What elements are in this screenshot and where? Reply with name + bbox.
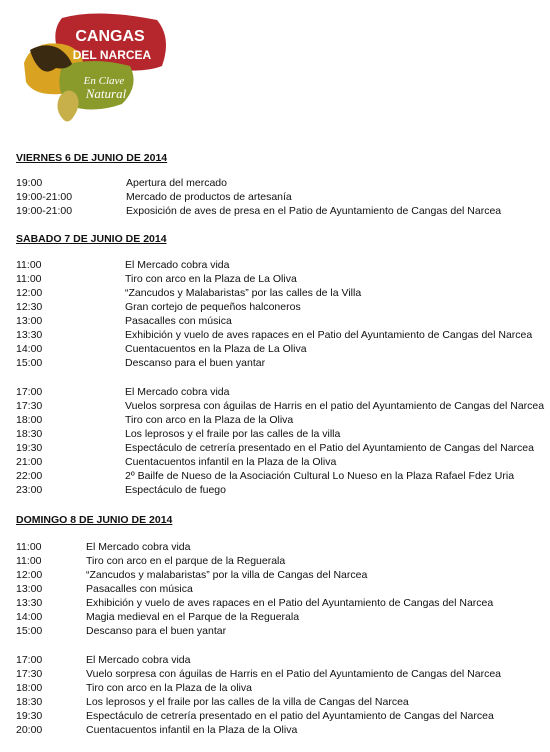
event-desc: Exhibición y vuelo de aves rapaces en el Patio del Ayuntamiento de Cangas del Narcea bbox=[125, 329, 533, 341]
event-time: 17:00 bbox=[16, 386, 43, 398]
event-time: 19:00-21:00 bbox=[16, 205, 73, 217]
event-desc: Apertura del mercado bbox=[126, 177, 227, 189]
event-time: 13:00 bbox=[16, 583, 43, 595]
event-time: 14:00 bbox=[16, 611, 43, 623]
event-time: 19:00-21:00 bbox=[16, 191, 73, 203]
event-time: 19:30 bbox=[16, 710, 43, 722]
event-time: 15:00 bbox=[16, 625, 43, 637]
event-desc: Los leprosos y el fraile por las calles de la villa bbox=[125, 428, 341, 440]
event-time: 20:00 bbox=[16, 724, 43, 736]
event-desc: Espectáculo de cetrería presentado en el Patio del Ayuntamiento de Cangas del Narcea bbox=[125, 442, 534, 454]
section-heading-viernes: VIERNES 6 DE JUNIO DE 2014 bbox=[16, 152, 168, 164]
event-desc: Los leprosos y el fraile por las calles de la villa de Cangas del Narcea bbox=[86, 696, 409, 708]
logo-line2: DEL NARCEA bbox=[72, 48, 152, 62]
event-time: 17:30 bbox=[16, 400, 43, 412]
event-time: 11:00 bbox=[16, 541, 42, 553]
event-desc: 2º Bailfe de Nueso de la Asociación Cultural Lo Nueso en la Plaza Rafael Fdez Uria bbox=[125, 470, 515, 482]
event-time: 18:00 bbox=[16, 414, 43, 426]
event-desc: Pasacalles con música bbox=[86, 583, 193, 595]
event-time: 23:00 bbox=[16, 484, 43, 496]
event-desc: El Mercado cobra vida bbox=[125, 259, 230, 271]
event-desc: Exhibición y vuelo de aves rapaces en el Patio del Ayuntamiento de Cangas del Narcea bbox=[86, 597, 494, 609]
event-desc: Cuentacuentos infantil en la Plaza de la Oliva bbox=[86, 724, 298, 736]
event-desc: Magia medieval en el Parque de la Reguerala bbox=[86, 611, 300, 623]
section-heading-sabado: SABADO 7 DE JUNIO DE 2014 bbox=[16, 233, 167, 245]
event-desc: Cuentacuentos en la Plaza de La Oliva bbox=[125, 343, 307, 355]
event-desc: Tiro con arco en la Plaza de La Oliva bbox=[125, 273, 297, 285]
event-time: 21:00 bbox=[16, 456, 43, 468]
event-desc: Descanso para el buen yantar bbox=[125, 357, 266, 369]
cangas-del-narcea-logo bbox=[22, 8, 172, 130]
event-desc: Mercado de productos de artesanía bbox=[126, 191, 292, 203]
event-time: 19:30 bbox=[16, 442, 43, 454]
event-time: 22:00 bbox=[16, 470, 43, 482]
event-time: 12:00 bbox=[16, 569, 43, 581]
event-time: 11:00 bbox=[16, 259, 42, 271]
logo-line4: Natural bbox=[85, 86, 127, 101]
logo-leaf bbox=[57, 90, 78, 121]
logo-line3: En Clave bbox=[83, 75, 125, 87]
event-desc: Pasacalles con música bbox=[125, 315, 232, 327]
event-desc: Espectáculo de fuego bbox=[125, 484, 226, 496]
event-time: 18:30 bbox=[16, 696, 43, 708]
event-time: 19:00 bbox=[16, 177, 43, 189]
event-time: 11:00 bbox=[16, 555, 42, 567]
event-desc: “Zancudos y Malabaristas” por las calles de la Villa bbox=[125, 287, 362, 299]
event-time: 18:30 bbox=[16, 428, 43, 440]
event-desc: Tiro con arco en la Plaza de la Oliva bbox=[125, 414, 294, 426]
event-time: 12:30 bbox=[16, 301, 43, 313]
event-time: 17:30 bbox=[16, 668, 43, 680]
event-desc: Cuentacuentos infantil en la Plaza de la Oliva bbox=[125, 456, 337, 468]
event-time: 11:00 bbox=[16, 273, 42, 285]
event-time: 15:00 bbox=[16, 357, 43, 369]
event-desc: Tiro con arco en el parque de la Reguerala bbox=[86, 555, 286, 567]
event-time: 13:30 bbox=[16, 597, 43, 609]
section-heading-domingo: DOMINGO 8 DE JUNIO DE 2014 bbox=[16, 514, 173, 526]
event-desc: Gran cortejo de pequeños halconeros bbox=[125, 301, 301, 313]
event-desc: “Zancudos y malabaristas” por la villa de Cangas del Narcea bbox=[86, 569, 368, 581]
event-time: 13:00 bbox=[16, 315, 43, 327]
event-desc: Descanso para el buen yantar bbox=[86, 625, 227, 637]
event-desc: Exposición de aves de presa en el Patio de Ayuntamiento de Cangas del Narcea bbox=[126, 205, 502, 217]
event-time: 13:30 bbox=[16, 329, 43, 341]
event-time: 18:00 bbox=[16, 682, 43, 694]
event-desc: El Mercado cobra vida bbox=[86, 541, 191, 553]
event-desc: El Mercado cobra vida bbox=[86, 654, 191, 666]
event-desc: Tiro con arco en la Plaza de la oliva bbox=[86, 682, 252, 694]
logo-line1: CANGAS bbox=[75, 28, 145, 45]
event-desc: El Mercado cobra vida bbox=[125, 386, 230, 398]
event-desc: Vuelos sorpresa con águilas de Harris en el patio del Ayuntamiento de Cangas del Narcea bbox=[125, 400, 545, 412]
event-time: 14:00 bbox=[16, 343, 43, 355]
event-desc: Vuelo sorpresa con águilas de Harris en el Patio del Ayuntamiento de Cangas del Narcea bbox=[86, 668, 502, 680]
event-desc: Espectáculo de cetrería presentado en el patio del Ayuntamiento de Cangas del Narcea bbox=[86, 710, 494, 722]
event-time: 12:00 bbox=[16, 287, 43, 299]
event-time: 17:00 bbox=[16, 654, 43, 666]
